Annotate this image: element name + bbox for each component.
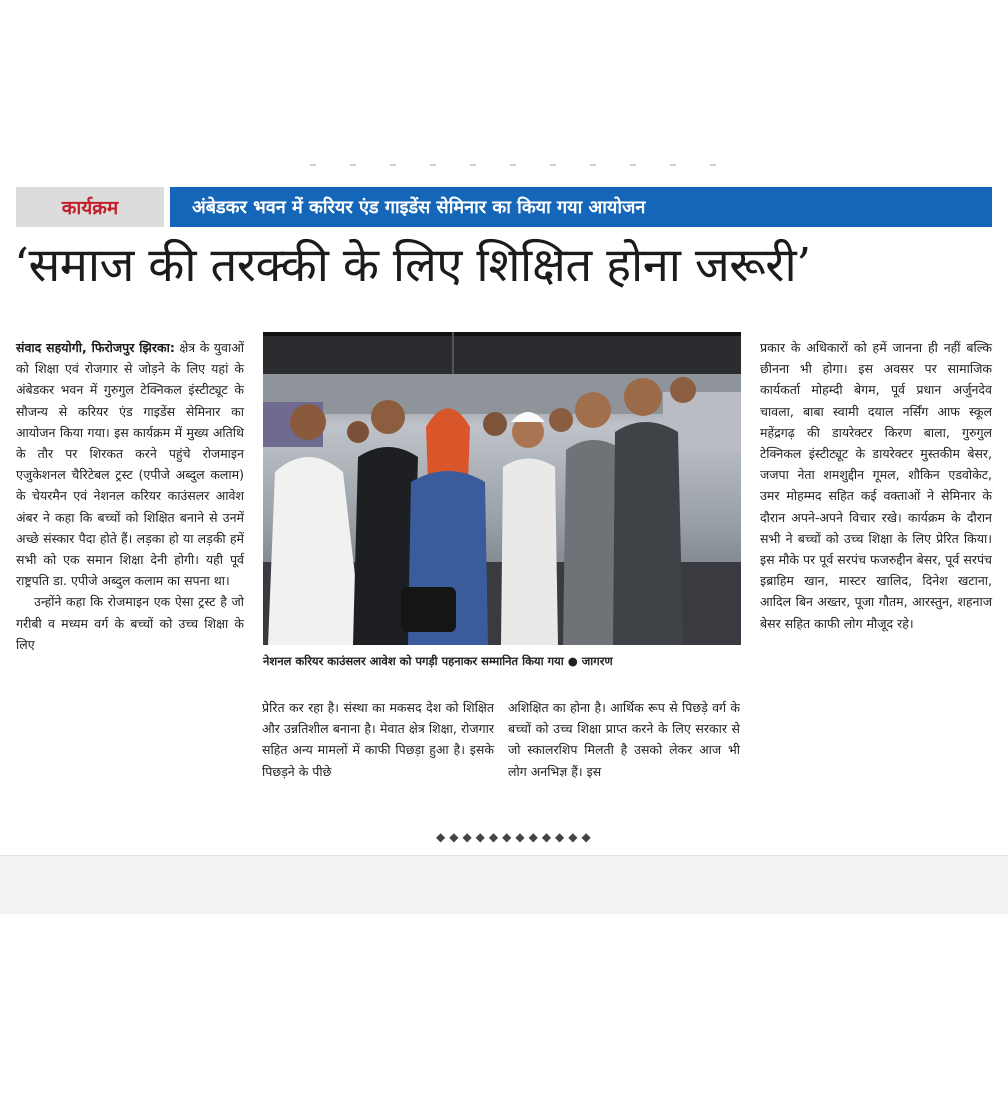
event-photo [263, 332, 741, 645]
article-column-3: अशिक्षित का होना है। आर्थिक रूप से पिछड़े वर्ग के बच्चों को उच्च शिक्षा प्राप्त करने के लिए सरकार से जो स्कालरशिप मिलती है उसको लेकर आज भी लोग अनभिज्ञ हैं। इस [508, 700, 740, 779]
person-white-cap [501, 412, 558, 645]
section-header [16, 187, 992, 227]
dateline: संवाद सहयोगी, फिरोजपुर झिरका: [16, 340, 175, 355]
main-headline: ‘समाज की तरक्की के लिए शिक्षित होना जरूरी’ [14, 238, 811, 293]
strap-headline: अंबेडकर भवन में करियर एंड गाइडेंस सेमिनार का किया गया आयोजन [170, 187, 992, 227]
photo-illustration [263, 332, 741, 645]
article-column-1 [16, 337, 244, 655]
photo-caption: नेशनल करियर काउंसलर आवेश को पगड़ी पहनाकर सम्मानित किया गया ● जागरण [263, 654, 613, 668]
section-tag: कार्यक्रम [16, 187, 170, 227]
end-separator: ◆◆◆◆◆◆◆◆◆◆◆◆ [436, 830, 595, 844]
column-1-paragraph-2: उन्होंने कहा कि रोजमाइन एक ऐसा ट्रस्ट है जो गरीबी व मध्यम वर्ग के बच्चों को उच्च शिक्षा के लिए [16, 594, 244, 652]
column-1-paragraph-1: क्षेत्र के युवाओं को शिक्षा एवं रोजगार से जोड़ने के लिए यहां के अंबेडकर भवन में गुरुगुल टेक्निकल इंस्टीट्यूट के सौजन्य से करियर एंड गाइडेंस सेमिनार का आयोजन किया गया। इस कार्यक्रम में मुख्य अतिथि के तौर पर शिरकत करने पहुंचे रोजमाइन एजुकेशनल चैरिटेबल ट्रस्ट (एपीजे अब्दुल कलाम) के चेयरमैन एवं नेशनल करियर काउंसलर आवेश अंबर ने कहा कि बच्चों को शिक्षित बनाने से उनमें अच्छे संस्कार पैदा होते हैं। लड़का हो या लड़की हमें सभी को एक समान शिक्षा देनी होगी। यही पूर्व राष्ट्रपति डा. एपीजे अब्दुल कलाम का सपना था। [16, 340, 245, 589]
top-dotted-rule [310, 164, 730, 166]
person-turban-blue-suit [401, 409, 488, 646]
article-column-2: प्रेरित कर रहा है। संस्था का मकसद देश को शिक्षित और उन्नतिशील बनाना है। मेवात क्षेत्र शिक्षा, रोजगार सहित अन्य मामलों में काफी पिछड़ा हुआ है। इसके पिछड़ने के पीछे [262, 700, 494, 779]
article-column-4: प्रकार के अधिकारों को हमें जानना ही नहीं बल्कि छीनना भी होगा। इस अवसर पर सामाजिक कार्यकर्ता मोहम्दी बेगम, पूर्व प्रधान अर्जुनदेव चावला, बाबा स्वामी दयाल नर्सिंग आफ स्कूल महेंद्रगढ़ की डायरेक्टर किरण बाला, गुरुगुल टेक्निकल इंस्टीट्यूट के डायरेक्टर मुस्तकीम बेसर, जजपा नेता शमशुद्दीन गूमल, शौकिन एडवोकेट, उमर मोहम्मद सहित कई वक्ताओं ने सेमिनार के दौरान अपने-अपने विचार रखे। कार्यक्रम के दौरान सभी ने बच्चों को उच्च शिक्षा के लिए प्रेरित किया। इस मौके पर पूर्व सरपंच फजरुद्दीन बेसर, पूर्व सरपंच इब्राहिम खान, मास्टर खालिद, दिनेश खटाना, आदिल बिन अख्तर, पूजा गौतम, आरस्तुन, शहनाज बेसर सहित काफी लोग मौजूद रहे। [760, 340, 992, 631]
bottom-gray-band [0, 855, 1008, 914]
